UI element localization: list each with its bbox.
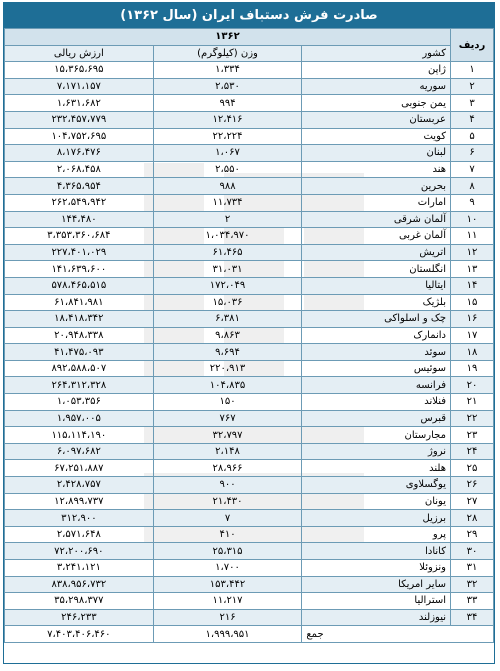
weight-cell: ۲۲۰،۹۱۳	[153, 360, 302, 377]
table-row	[5, 560, 494, 577]
value-cell: ۲۳۲،۴۵۷،۷۷۹	[5, 111, 154, 128]
table-row	[5, 394, 494, 411]
weight-cell: ۲۲،۲۲۴	[153, 128, 302, 145]
country-cell: اتریش	[302, 244, 451, 261]
row-index: ۱۶	[451, 311, 494, 328]
table-row	[5, 377, 494, 394]
value-cell: ۵۷۸،۴۶۵،۵۱۵	[5, 277, 154, 294]
value-cell: ۱،۶۳۱،۶۸۲	[5, 95, 154, 112]
table-row	[5, 228, 494, 245]
table-row	[5, 277, 494, 294]
row-index: ۳۳	[451, 593, 494, 610]
table-row	[5, 145, 494, 162]
weight-cell: ۱۵۳،۴۴۲	[153, 576, 302, 593]
table-row	[5, 261, 494, 278]
country-cell: یمن جنوبی	[302, 95, 451, 112]
table-row	[5, 161, 494, 178]
weight-cell: ۱۱،۲۱۷	[153, 593, 302, 610]
weight-cell: ۲،۵۳۰	[153, 78, 302, 95]
country-cell: چک و اسلواکی	[302, 311, 451, 328]
country-cell: عربستان	[302, 111, 451, 128]
row-index: ۱۸	[451, 344, 494, 361]
value-cell: ۲۶۴،۳۱۲،۳۲۸	[5, 377, 154, 394]
country-cell: نروژ	[302, 443, 451, 460]
row-index: ۱	[451, 62, 494, 79]
value-cell: ۲۰،۹۴۸،۳۳۸	[5, 327, 154, 344]
row-index: ۲۷	[451, 493, 494, 510]
weight-cell: ۶،۳۸۱	[153, 311, 302, 328]
weight-cell: ۹،۸۶۳	[153, 327, 302, 344]
row-index: ۱۱	[451, 228, 494, 245]
header-row-columns	[5, 45, 494, 62]
row-index: ۲۸	[451, 510, 494, 527]
value-cell: ۸،۱۷۶،۴۷۶	[5, 145, 154, 162]
row-index: ۳۱	[451, 560, 494, 577]
weight-cell: ۱۵،۰۳۶	[153, 294, 302, 311]
row-index: ۲۴	[451, 443, 494, 460]
row-index: ۳	[451, 95, 494, 112]
row-index: ۱۲	[451, 244, 494, 261]
table-row	[5, 526, 494, 543]
row-index: ۱۵	[451, 294, 494, 311]
value-cell: ۶۱،۸۴۱،۹۸۱	[5, 294, 154, 311]
row-index: ۲۵	[451, 460, 494, 477]
value-cell: ۸۳۸،۹۵۶،۷۳۲	[5, 576, 154, 593]
table-row	[5, 327, 494, 344]
table-row	[5, 477, 494, 494]
row-index: ۳۲	[451, 576, 494, 593]
weight-cell: ۲۱۶	[153, 609, 302, 626]
table-row	[5, 244, 494, 261]
country-cell: سوئیس	[302, 360, 451, 377]
country-cell: ژاپن	[302, 62, 451, 79]
value-cell: ۲۴۶،۲۳۳	[5, 609, 154, 626]
row-index: ۱۳	[451, 261, 494, 278]
value-cell: ۲۲۷،۴۰۱،۰۲۹	[5, 244, 154, 261]
row-index: ۴	[451, 111, 494, 128]
weight-cell: ۲۸،۹۶۶	[153, 460, 302, 477]
weight-cell: ۱۱،۷۳۴	[153, 194, 302, 211]
row-index: ۷	[451, 161, 494, 178]
table-row	[5, 194, 494, 211]
country-cell: فرانسه	[302, 377, 451, 394]
table-row	[5, 294, 494, 311]
row-index: ۲۲	[451, 410, 494, 427]
country-cell: بلژیک	[302, 294, 451, 311]
weight-cell: ۷	[153, 510, 302, 527]
weight-cell: ۱،۰۶۷	[153, 145, 302, 162]
country-cell: امارات	[302, 194, 451, 211]
country-cell: پرو	[302, 526, 451, 543]
weight-cell: ۲،۱۴۸	[153, 443, 302, 460]
value-cell: ۳،۳۵۳،۳۶۰،۶۸۴	[5, 228, 154, 245]
country-cell: دانمارک	[302, 327, 451, 344]
table-row	[5, 460, 494, 477]
value-cell: ۳۵،۲۹۸،۳۷۷	[5, 593, 154, 610]
weight-cell: ۱۲،۴۱۶	[153, 111, 302, 128]
country-cell: کانادا	[302, 543, 451, 560]
value-cell: ۱۴۴،۴۸۰	[5, 211, 154, 228]
row-index: ۳۰	[451, 543, 494, 560]
weight-cell: ۱،۰۳۴،۹۷۰	[153, 228, 302, 245]
row-index: ۱۴	[451, 277, 494, 294]
row-index: ۲۳	[451, 427, 494, 444]
table-row	[5, 62, 494, 79]
table-row	[5, 311, 494, 328]
country-cell: استرالیا	[302, 593, 451, 610]
table-title: صادرت فرش دستباف ایران (سال ۱۳۶۲)	[4, 3, 494, 28]
country-cell: نیوزلند	[302, 609, 451, 626]
country-cell: سوئد	[302, 344, 451, 361]
country-cell: قبرس	[302, 410, 451, 427]
row-index: ۶	[451, 145, 494, 162]
table-row	[5, 427, 494, 444]
header-weight: وزن (کیلوگرم)	[153, 45, 302, 62]
country-cell: فنلاند	[302, 394, 451, 411]
table-row	[5, 78, 494, 95]
value-cell: ۱۴۱،۶۳۹،۶۰۰	[5, 261, 154, 278]
country-cell: انگلستان	[302, 261, 451, 278]
weight-cell: ۱۵۰	[153, 394, 302, 411]
table-row	[5, 410, 494, 427]
table-row	[5, 510, 494, 527]
country-cell: لبنان	[302, 145, 451, 162]
total-label: جمع	[302, 626, 494, 643]
row-index: ۱۹	[451, 360, 494, 377]
total-row	[5, 626, 494, 643]
row-index: ۳۴	[451, 609, 494, 626]
header-row-index: ردیف	[451, 29, 494, 62]
header-country: کشور	[302, 45, 451, 62]
header-value: ارزش ریالی	[5, 45, 154, 62]
value-cell: ۶۷،۲۵۱،۸۸۷	[5, 460, 154, 477]
row-index: ۵	[451, 128, 494, 145]
value-cell: ۱۵،۳۶۵،۶۹۵	[5, 62, 154, 79]
row-index: ۱۰	[451, 211, 494, 228]
table-row	[5, 211, 494, 228]
row-index: ۲۶	[451, 477, 494, 494]
weight-cell: ۲	[153, 211, 302, 228]
table-row	[5, 576, 494, 593]
country-cell: آلمان غربی	[302, 228, 451, 245]
country-cell: سوریه	[302, 78, 451, 95]
value-cell: ۱۸،۴۱۸،۳۴۲	[5, 311, 154, 328]
value-cell: ۲،۰۶۸،۴۵۸	[5, 161, 154, 178]
value-cell: ۴،۳۶۵،۹۵۴	[5, 178, 154, 195]
table-row	[5, 609, 494, 626]
value-cell: ۱،۹۵۷،۰۰۵	[5, 410, 154, 427]
value-cell: ۲،۴۲۸،۷۵۷	[5, 477, 154, 494]
table-row	[5, 443, 494, 460]
country-cell: بحرین	[302, 178, 451, 195]
row-index: ۱۷	[451, 327, 494, 344]
value-cell: ۱۲،۸۹۹،۷۳۷	[5, 493, 154, 510]
table-frame	[3, 2, 495, 664]
value-cell: ۴۱،۴۷۵،۰۹۳	[5, 344, 154, 361]
row-index: ۲۱	[451, 394, 494, 411]
value-cell: ۱۱۵،۱۱۴،۱۹۰	[5, 427, 154, 444]
weight-cell: ۱،۷۰۰	[153, 560, 302, 577]
weight-cell: ۴۱۰	[153, 526, 302, 543]
row-index: ۹	[451, 194, 494, 211]
export-table	[4, 28, 494, 643]
weight-cell: ۶۱،۴۶۵	[153, 244, 302, 261]
value-cell: ۳،۲۴۱،۱۲۱	[5, 560, 154, 577]
table-row	[5, 593, 494, 610]
country-cell: ایتالیا	[302, 277, 451, 294]
weight-cell: ۳۱،۰۳۱	[153, 261, 302, 278]
value-cell: ۷۲،۲۰۰،۶۹۰	[5, 543, 154, 560]
value-cell: ۲۶۲،۵۴۹،۹۴۲	[5, 194, 154, 211]
weight-cell: ۹۸۸	[153, 178, 302, 195]
weight-cell: ۹۰۰	[153, 477, 302, 494]
country-cell: هلند	[302, 460, 451, 477]
weight-cell: ۱۰۴،۸۳۵	[153, 377, 302, 394]
country-cell: هند	[302, 161, 451, 178]
table-row	[5, 543, 494, 560]
weight-cell: ۹،۶۹۴	[153, 344, 302, 361]
table-row	[5, 128, 494, 145]
weight-cell: ۳۲،۷۹۷	[153, 427, 302, 444]
header-row-year	[5, 29, 494, 46]
weight-cell: ۷۶۷	[153, 410, 302, 427]
weight-cell: ۹۹۴	[153, 95, 302, 112]
country-cell: یوگسلاوی	[302, 477, 451, 494]
table-row	[5, 178, 494, 195]
table-row	[5, 360, 494, 377]
row-index: ۲۰	[451, 377, 494, 394]
table-row	[5, 111, 494, 128]
total-value: ۷،۴۰۳،۴۰۶،۴۶۰	[5, 626, 154, 643]
country-cell: مجارستان	[302, 427, 451, 444]
country-cell: کویت	[302, 128, 451, 145]
table-row	[5, 95, 494, 112]
table-row	[5, 493, 494, 510]
value-cell: ۱،۰۵۳،۳۵۶	[5, 394, 154, 411]
country-cell: آلمان شرقی	[302, 211, 451, 228]
weight-cell: ۲۱،۴۳۰	[153, 493, 302, 510]
value-cell: ۸۹۲،۵۸۸،۵۰۷	[5, 360, 154, 377]
row-index: ۸	[451, 178, 494, 195]
country-cell: ونزوئلا	[302, 560, 451, 577]
weight-cell: ۲،۵۵۰	[153, 161, 302, 178]
header-year: ۱۳۶۲	[5, 29, 451, 46]
country-cell: یونان	[302, 493, 451, 510]
value-cell: ۱۰۴،۷۵۲،۶۹۵	[5, 128, 154, 145]
weight-cell: ۱،۳۳۴	[153, 62, 302, 79]
value-cell: ۳۱۲،۹۰۰	[5, 510, 154, 527]
country-cell: سایر امریکا	[302, 576, 451, 593]
weight-cell: ۲۵،۳۱۵	[153, 543, 302, 560]
row-index: ۲۹	[451, 526, 494, 543]
country-cell: برزیل	[302, 510, 451, 527]
total-weight: ۱،۹۹۹،۹۵۱	[153, 626, 302, 643]
weight-cell: ۱۷۲،۰۴۹	[153, 277, 302, 294]
table-row	[5, 344, 494, 361]
value-cell: ۲،۵۷۱،۶۴۸	[5, 526, 154, 543]
value-cell: ۷،۱۷۱،۱۵۷	[5, 78, 154, 95]
row-index: ۲	[451, 78, 494, 95]
value-cell: ۶،۰۹۷،۶۸۲	[5, 443, 154, 460]
